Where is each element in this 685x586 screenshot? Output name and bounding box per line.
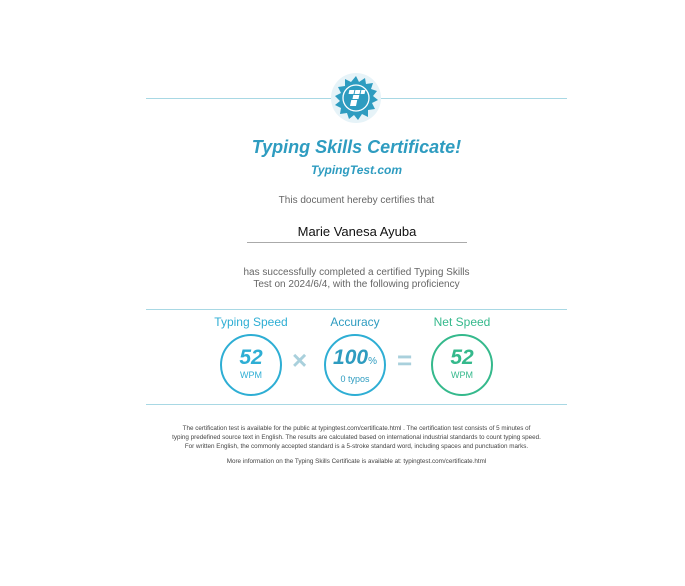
typingtest-t-badge-icon [331, 73, 381, 123]
certification-disclaimer [146, 424, 567, 451]
disclaimer-line-1: The certification test is available for the public at typingtest.com/certificate.html . The certification test consists of 5 minutes of [182, 425, 531, 432]
net-speed-value: 52 [450, 346, 474, 369]
metrics-bottom-divider [146, 404, 567, 405]
more-info-text: More information on the Typing Skills Certificate is available at: typingtest.com/certificate.html [226, 458, 487, 465]
certificate-title: Typing Skills Certificate! [251, 137, 462, 157]
typing-speed-circle [220, 334, 282, 396]
accuracy-value: 100 [333, 346, 369, 369]
accuracy-circle [324, 334, 386, 396]
accuracy-percent: % [368, 356, 377, 367]
accuracy-label: Accuracy [330, 315, 380, 329]
accuracy-value-wrap [326, 347, 384, 373]
typing-speed-unit: WPM [240, 370, 262, 380]
multiply-icon: × [292, 345, 308, 375]
completion-description [146, 267, 567, 291]
disclaimer-line-3: For written English, the commonly accepted standard is a 5-stroke standard word, including spaces and punctuation marks. [184, 443, 529, 450]
net-speed-unit: WPM [451, 370, 473, 380]
recipient-name: Marie Vanesa Ayuba [247, 224, 467, 243]
net-speed-circle [431, 334, 493, 396]
site-name: TypingTest.com [310, 163, 403, 177]
typing-speed-value: 52 [239, 346, 263, 369]
certifies-text: This document hereby certifies that [278, 195, 435, 206]
disclaimer-line-2: typing predefined source text in English. The results are calculated based on international industrial standards to count typing speed. [172, 434, 541, 441]
typo-count: 0 typos [340, 374, 370, 384]
net-speed-label: Net Speed [433, 315, 491, 329]
description-line-2: Test on 2024/6/4, with the following proficiency [253, 279, 460, 290]
description-line-1: has successfully completed a certified Typing Skills [243, 267, 470, 278]
metrics-top-divider [146, 309, 567, 310]
equals-icon: = [397, 345, 413, 375]
typing-speed-label: Typing Speed [214, 315, 288, 329]
